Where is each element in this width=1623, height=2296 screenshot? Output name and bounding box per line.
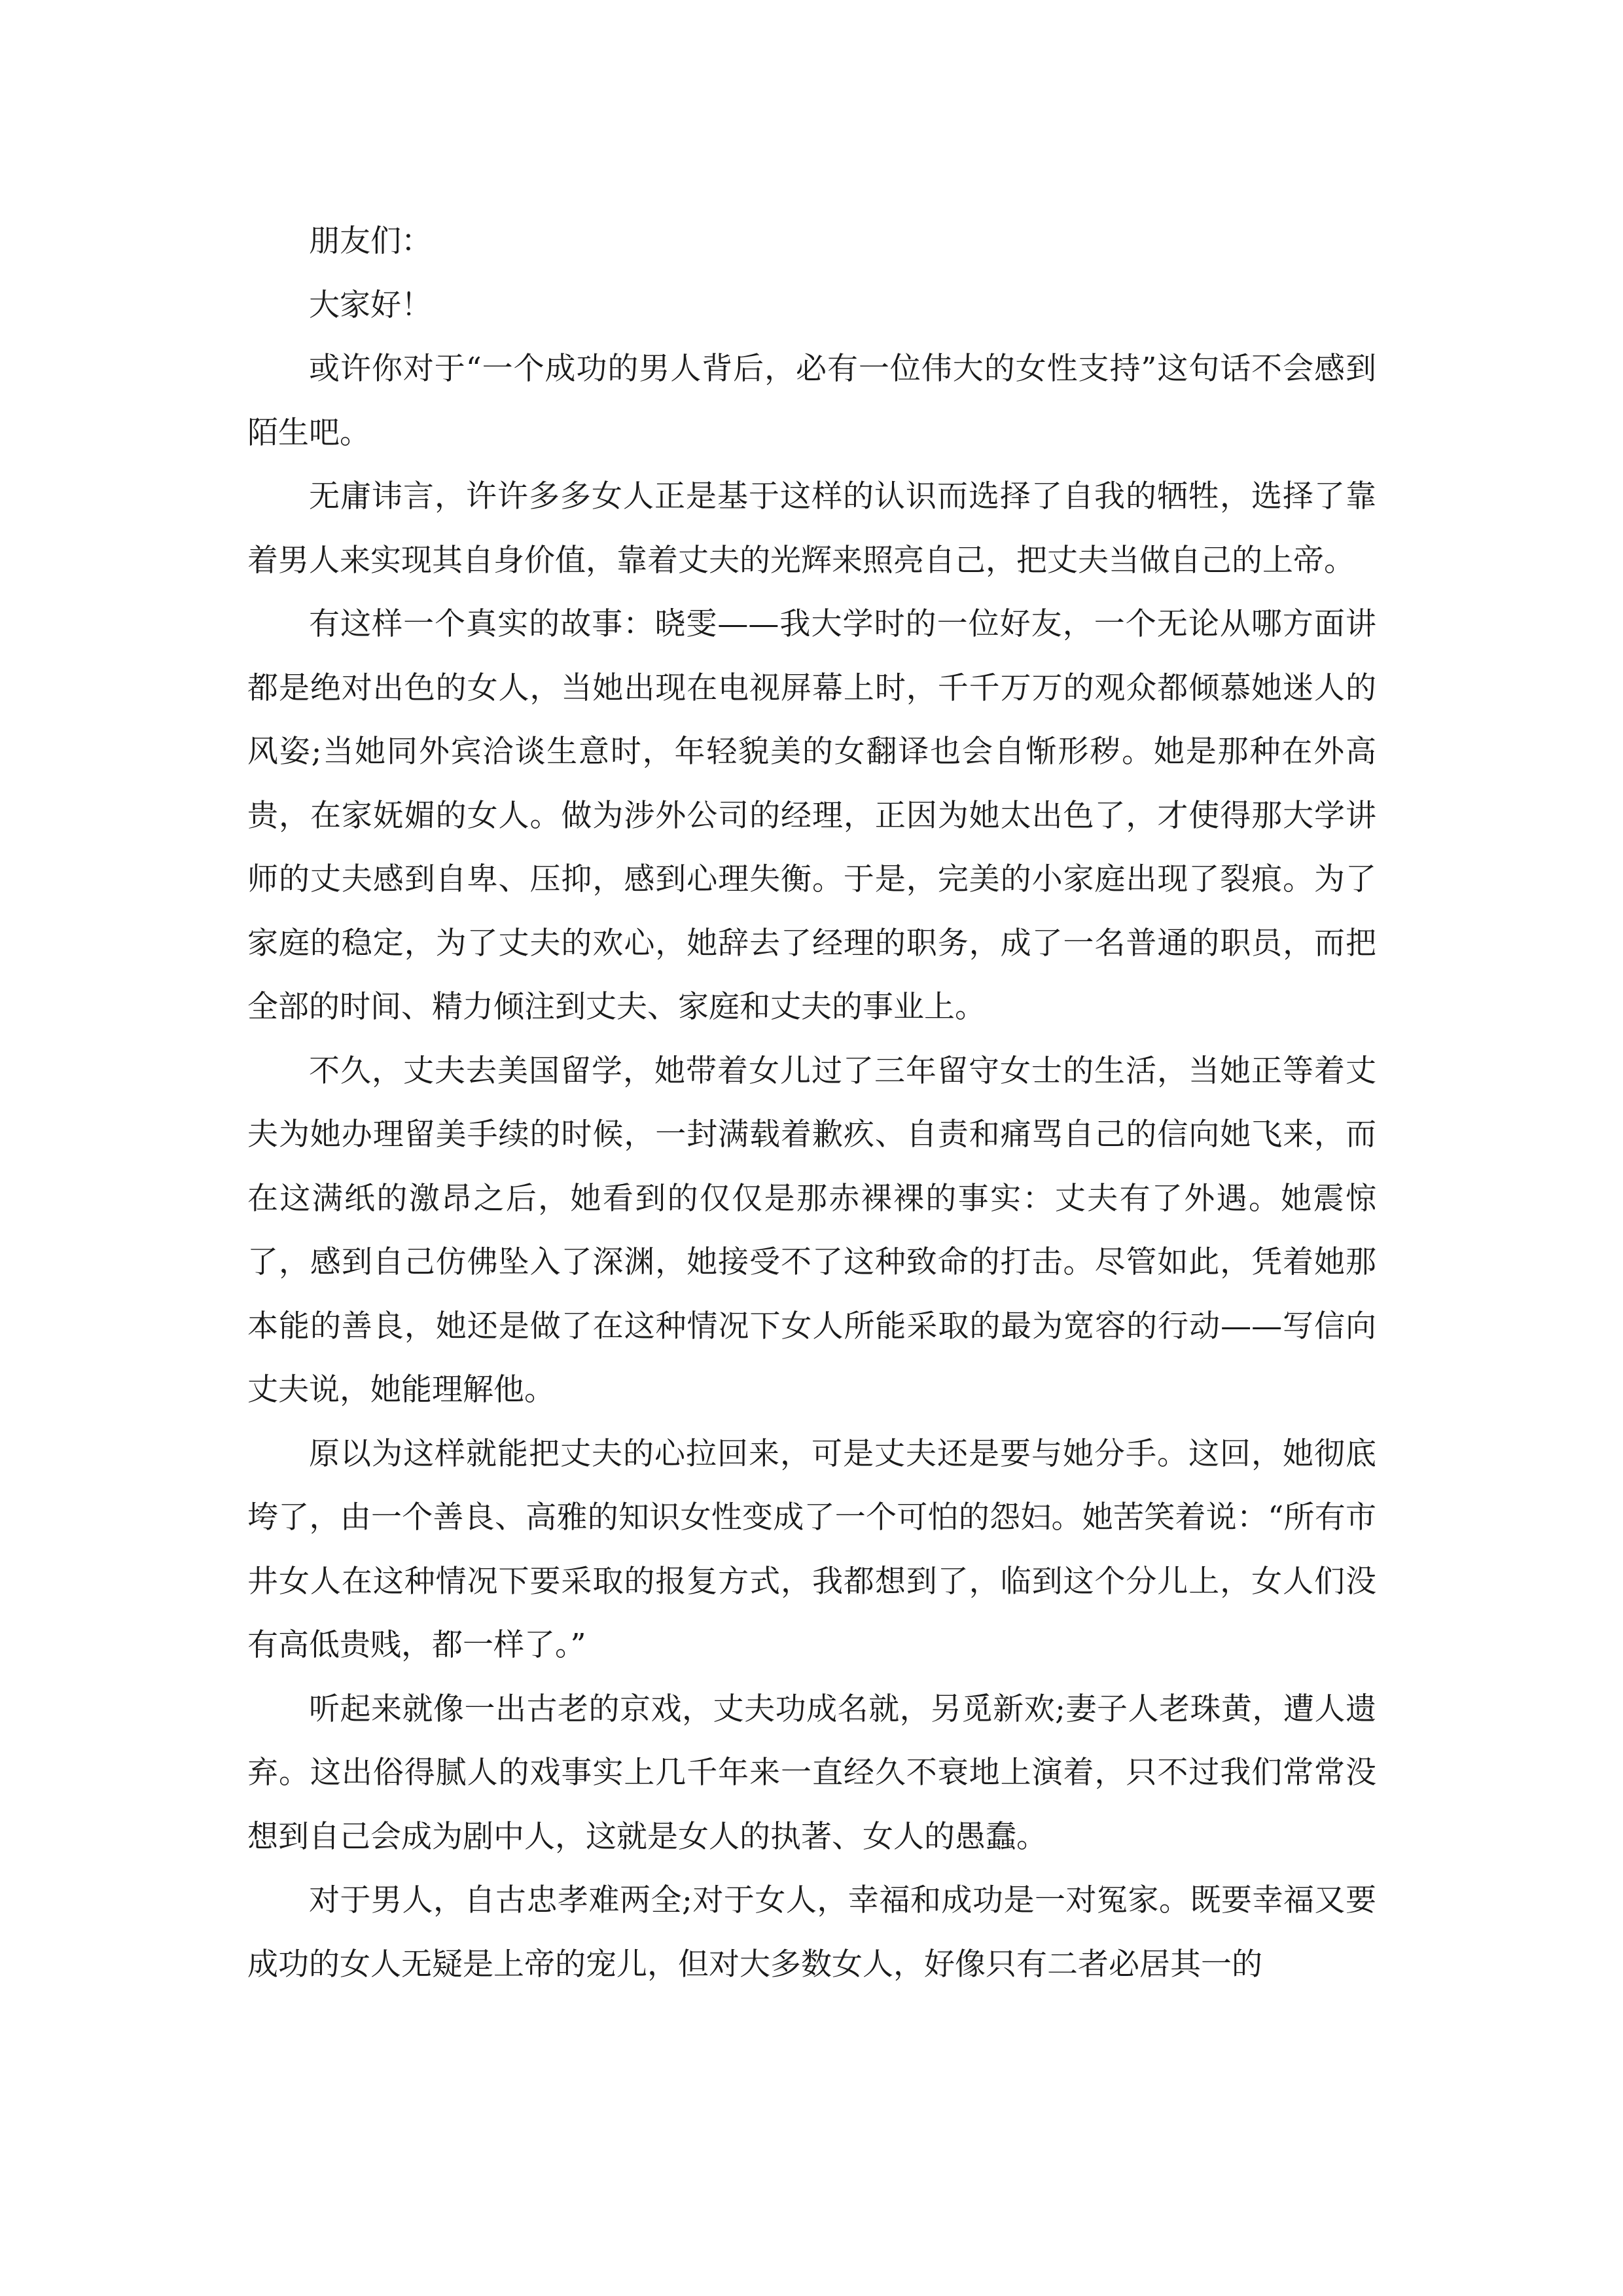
paragraph: 有这样一个真实的故事：晓雯——我大学时的一位好友，一个无论从哪方面讲都是绝对出色的女人，当她出现在电视屏幕上时，千千万万的观众都倾慕她迷人的风姿;当她同外宾洽谈生意时，年轻貌美的女翻译也会自惭形秽。她是那种在外高贵，在家妩媚的女人。做为涉外公司的经理，正因为她太出色了，才使得那大学讲师的丈夫感到自卑、压抑，感到心理失衡。于是，完美的小家庭出现了裂痕。为了家庭的稳定，为了丈夫的欢心，她辞去了经理的职务，成了一名普通的职员，而把全部的时间、精力倾注到丈夫、家庭和丈夫的事业上。: [247, 606, 1376, 1025]
paragraph: 听起来就像一出古老的京戏，丈夫功成名就，另觅新欢;妻子人老珠黄，遭人遗弃。这出俗得腻人的戏事实上几千年来一直经久不衰地上演着，只不过我们常常没想到自己会成为剧中人，这就是女人的执著、女人的愚蠢。: [247, 1691, 1376, 1855]
paragraph: 不久，丈夫去美国留学，她带着女儿过了三年留守女士的生活，当她正等着丈夫为她办理留美手续的时候，一封满载着歉疚、自责和痛骂自己的信向她飞来，而在这满纸的激昂之后，她看到的仅仅是那赤裸裸的事实：丈夫有了外遇。她震惊了，感到自己仿佛坠入了深渊，她接受不了这种致命的打击。尽管如此，凭着她那本能的善良，她还是做了在这种情况下女人所能采取的最为宽容的行动——写信向丈夫说，她能理解他。: [247, 1052, 1376, 1408]
paragraph: 对于男人，自古忠孝难两全;对于女人，幸福和成功是一对冤家。既要幸福又要成功的女人无疑是上帝的宠儿，但对大多数女人，好像只有二者必居其一的: [247, 1882, 1376, 1982]
greeting: 大家好！: [309, 287, 432, 323]
paragraph: 无庸讳言，许许多多女人正是基于这样的认识而选择了自我的牺牲，选择了靠着男人来实现其自身价值，靠着丈夫的光辉来照亮自己，把丈夫当做自己的上帝。: [247, 478, 1376, 579]
paragraph: 或许你对于“一个成功的男人背后，必有一位伟大的女性支持”这句话不会感到陌生吧。: [247, 351, 1376, 451]
paragraph: 原以为这样就能把丈夫的心拉回来，可是丈夫还是要与她分手。这回，她彻底垮了，由一个善良、高雅的知识女性变成了一个可怕的怨妇。她苦笑着说：“所有市井女人在这种情况下要采取的报复方式，我都想到了，临到这个分儿上，女人们没有高低贵贱，都一样了。”: [247, 1435, 1376, 1663]
document-body: [247, 209, 1376, 1996]
salutation: 朋友们：: [309, 223, 432, 259]
